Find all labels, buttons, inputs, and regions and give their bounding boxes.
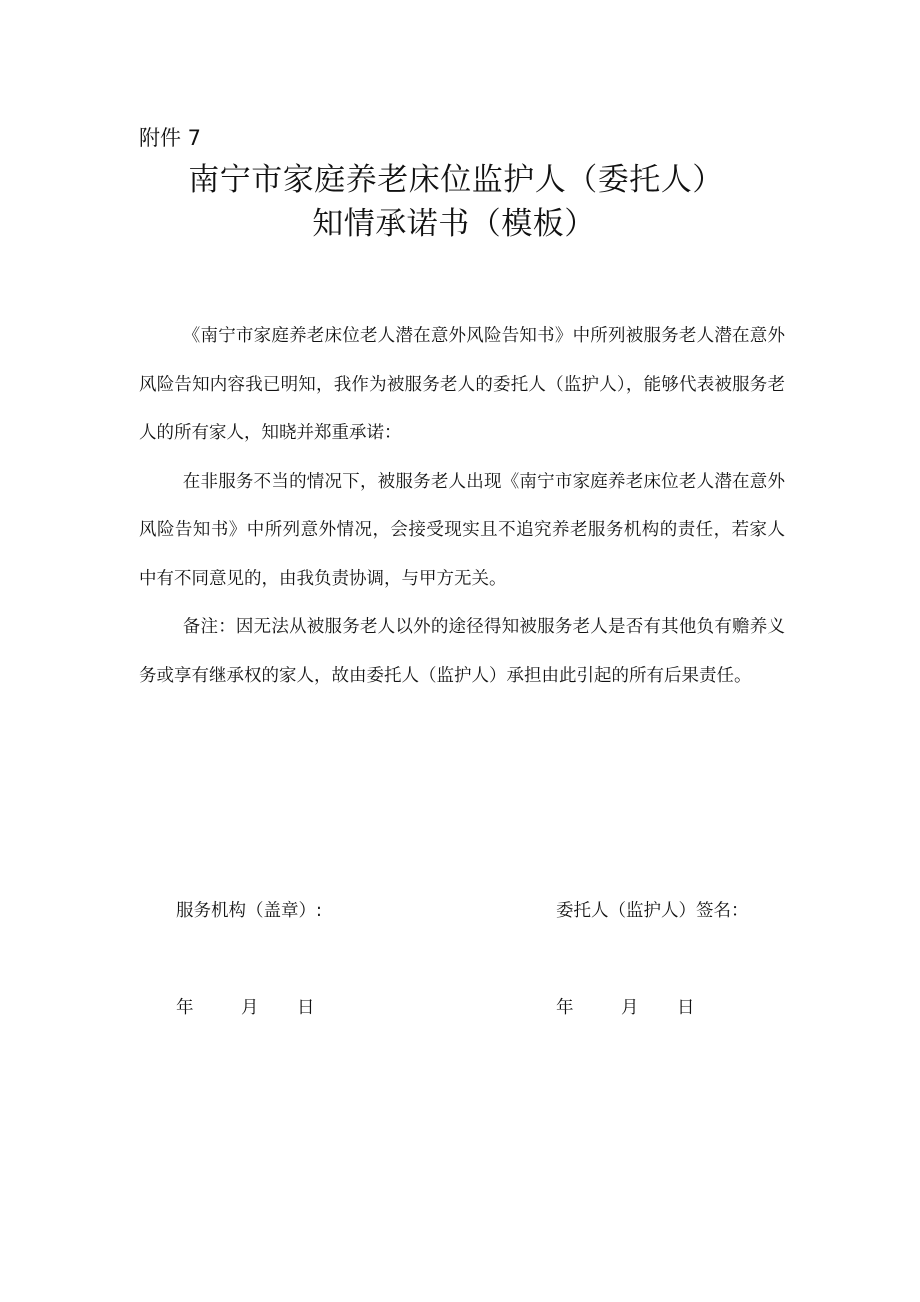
date-right-month: 月 (621, 998, 639, 1018)
guardian-signature-label: 委托人（监护人）签名： (556, 901, 749, 921)
paragraph-liability: 在非服务不当的情况下，被服务老人出现《南宁市家庭养老床位老人潜在意外风险告知书》中所列意外情况，会接受现实且不追究养老服务机构的责任，若家人中有不同意见的，由我负责协调，与甲方无关。 (139, 471, 785, 589)
date-left-day: 日 (297, 998, 315, 1018)
document-title-line-1: 南宁市家庭养老床位监护人（委托人） (188, 162, 724, 198)
attachment-label: 附件 7 (139, 126, 202, 150)
document-body (139, 312, 785, 700)
paragraph-remark: 备注：因无法从被服务老人以外的途径得知被服务老人是否有其他负有赡养义务或享有继承权的家人，故由委托人（监护人）承担由此引起的所有后果责任。 (139, 617, 785, 686)
paragraph-commitment: 《南宁市家庭养老床位老人潜在意外风险告知书》中所列被服务老人潜在意外风险告知内容我已明知，我作为被服务老人的委托人（监护人），能够代表被服务老人的所有家人，知晓并郑重承诺： (139, 326, 785, 443)
date-right-day: 日 (677, 998, 695, 1018)
document-title-line-2: 知情承诺书（模板） (312, 206, 596, 242)
date-right-year: 年 (556, 998, 574, 1018)
date-left-year: 年 (176, 998, 194, 1018)
date-left-month: 月 (241, 998, 259, 1018)
service-institution-seal-label: 服务机构（盖章）: (176, 901, 322, 921)
